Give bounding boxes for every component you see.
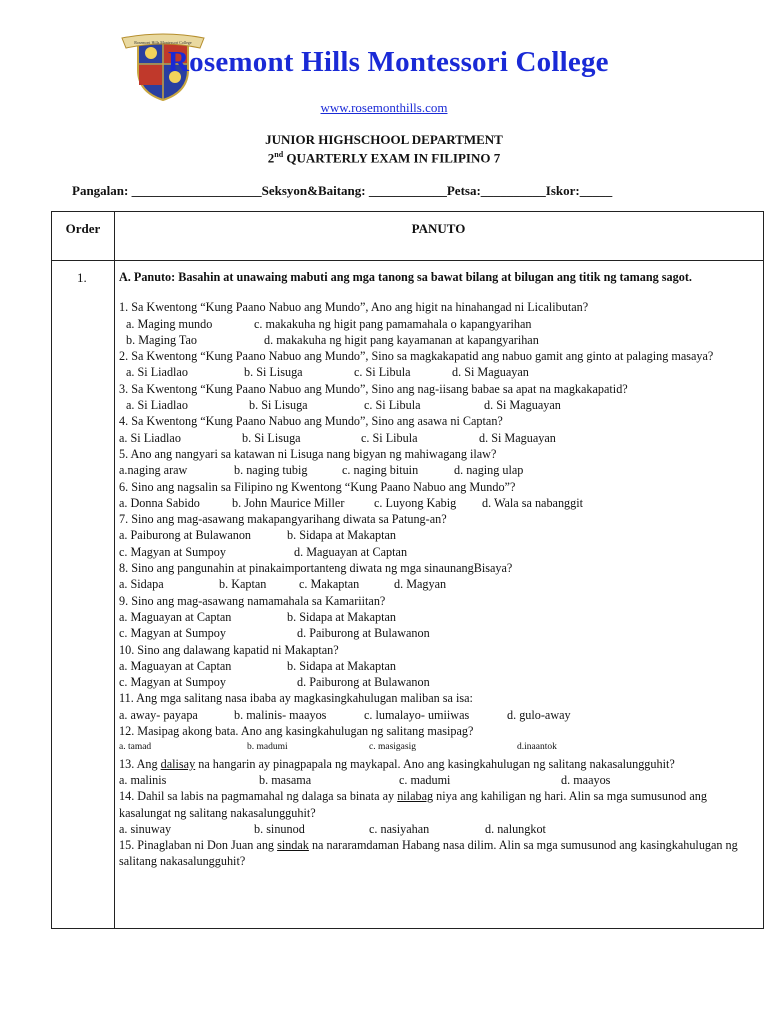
choice[interactable]: d. Si Maguayan: [484, 398, 561, 413]
choices-9a: [119, 609, 759, 625]
question-9: 9. Sino ang mag-asawang namamahala sa Kamariitan?: [119, 593, 386, 608]
choice[interactable]: b. Si Lisuga: [242, 430, 301, 445]
choice[interactable]: b. Kaptan: [219, 577, 267, 592]
school-name: Rosemont Hills Montessori College: [168, 46, 609, 78]
column-header-order: Order: [65, 221, 101, 236]
choices-9b: [119, 625, 759, 641]
choice[interactable]: d. maayos: [561, 772, 611, 787]
question-11: 11. Ang mga salitang nasa ibaba ay magkasingkahulugan maliban sa isa:: [119, 691, 473, 706]
choice[interactable]: b. Sidapa at Makaptan: [287, 658, 396, 673]
choice[interactable]: a. away- payapa: [119, 707, 198, 722]
header-divider: [52, 260, 763, 261]
choice[interactable]: a. Si Liadlao: [119, 430, 181, 445]
choice[interactable]: d. Paiburong at Bulawanon: [297, 675, 430, 690]
choices-1b: [119, 332, 759, 348]
choices-5: [119, 462, 759, 478]
choice[interactable]: a. Maguayan at Captan: [119, 609, 232, 624]
choice[interactable]: c. Si Libula: [361, 430, 418, 445]
choice[interactable]: b. Si Lisuga: [244, 365, 303, 380]
exam-table: [51, 211, 764, 929]
choice[interactable]: a. Si Liadlao: [126, 398, 188, 413]
exam-heading: [0, 132, 768, 165]
choice[interactable]: a. sinuway: [119, 821, 172, 836]
choices-8: [119, 576, 759, 592]
choices-14: [119, 821, 759, 837]
column-header-panuto: PANUTO: [411, 221, 466, 236]
department-label: JUNIOR HIGHSCHOOL DEPARTMENT: [265, 132, 503, 147]
student-info-fields[interactable]: Pangalan: ____________________Seksyon&Baitang: ____________Petsa:__________Iskor:_____: [72, 183, 613, 198]
row-number: 1.: [77, 270, 87, 285]
choice[interactable]: d. Si Maguayan: [452, 365, 529, 380]
choice[interactable]: c. naging bituin: [342, 463, 419, 478]
choice[interactable]: a. Donna Sabido: [119, 495, 200, 510]
choices-10b: [119, 674, 759, 690]
choice[interactable]: a. Sidapa: [119, 577, 164, 592]
choice[interactable]: c. madumi: [399, 772, 451, 787]
question-2: 2. Sa Kwentong “Kung Paano Nabuo ang Mundo”, Sino sa magkakapatid ang nabuo gamit ang ginto at palaging masaya?: [119, 349, 714, 364]
choices-2: [119, 364, 759, 380]
question-8: 8. Sino ang pangunahin at pinakaimportanteng diwata ng mga sinaunangBisaya?: [119, 561, 513, 576]
choice[interactable]: d. Paiburong at Bulawanon: [297, 626, 430, 641]
choice[interactable]: c. Si Libula: [354, 365, 411, 380]
choice[interactable]: b. Maging Tao: [126, 332, 198, 347]
choices-7b: [119, 544, 759, 560]
choice[interactable]: b. Si Lisuga: [249, 398, 308, 413]
question-6: 6. Sino ang nagsalin sa Filipino ng Kwentong “Kung Paano Nabuo ang Mundo”?: [119, 479, 516, 494]
exam-title: 2nd QUARTERLY EXAM IN FILIPINO 7: [267, 150, 501, 166]
choice[interactable]: b. John Maurice Miller: [232, 495, 345, 510]
choice[interactable]: d.inaantok: [517, 742, 557, 753]
website-link[interactable]: www.rosemonthills.com: [320, 100, 448, 115]
choice[interactable]: d. Maguayan at Captan: [294, 544, 408, 559]
choice[interactable]: d. Wala sa nabanggit: [482, 495, 584, 510]
question-10: 10. Sino ang dalawang kapatid ni Makaptan?: [119, 642, 339, 657]
choice[interactable]: a. Si Liadlao: [126, 365, 188, 380]
choice[interactable]: c. Luyong Kabig: [374, 495, 457, 510]
choice[interactable]: b. naging tubig: [234, 463, 308, 478]
question-13: 13. Ang dalisay na hangarin ay pinagpapala ng maykapal. Ano ang kasingkahulugan ng salitang nakasalungguhit?: [119, 756, 675, 771]
choices-7a: [119, 527, 759, 543]
choice[interactable]: d. Magyan: [394, 577, 447, 592]
choice[interactable]: c. masigasig: [369, 742, 416, 753]
instruction-text: A. Panuto: Basahin at unawaing mabuti ang mga tanong sa bawat bilang at bilugan ang titik ng tamang sagot.: [119, 270, 692, 284]
choice[interactable]: c. lumalayo- umiiwas: [364, 707, 470, 722]
column-divider: [114, 212, 115, 928]
choices-11: [119, 707, 759, 723]
choices-1a: [119, 316, 759, 332]
choice[interactable]: d. gulo-away: [507, 707, 571, 722]
choice[interactable]: a.naging araw: [119, 463, 188, 478]
choices-3: [119, 397, 759, 413]
choice[interactable]: b. sinunod: [254, 821, 305, 836]
choice[interactable]: d. Si Maguayan: [479, 430, 556, 445]
choice[interactable]: a. Maguayan at Captan: [119, 658, 232, 673]
choice[interactable]: c. Makaptan: [299, 577, 360, 592]
question-12: 12. Masipag akong bata. Ano ang kasingkahulugan ng salitang masipag?: [119, 724, 474, 739]
choice[interactable]: a. malinis: [119, 772, 167, 787]
choice[interactable]: b. masama: [259, 772, 312, 787]
question-3: 3. Sa Kwentong “Kung Paano Nabuo ang Mundo”, Sino ang nag-iisang babae sa apat na magkakapatid?: [119, 381, 628, 396]
question-15: 15. Pinaglaban ni Don Juan ang sindak na nararamdaman Habang nasa dilim. Alin sa mga sumusunod ang kasingkahulugan ng salitang nakasalungguhit?: [119, 838, 738, 869]
choice[interactable]: c. Magyan at Sumpoy: [119, 675, 226, 690]
question-4: 4. Sa Kwentong “Kung Paano Nabuo ang Mundo”, Sino ang asawa ni Captan?: [119, 414, 503, 429]
choice[interactable]: a. Paiburong at Bulawanon: [119, 528, 252, 543]
question-14: 14. Dahil sa labis na pagmamahal ng dalaga sa binata ay nilabag niya ang kahiligan ng hari. Alin sa mga sumusunod ang kasalungat ng salitang nakasalungguhit?: [119, 789, 707, 820]
choices-12: [119, 739, 759, 755]
question-7: 7. Sino ang mag-asawang makapangyarihang diwata sa Patung-an?: [119, 512, 447, 527]
questions-content: [119, 269, 759, 870]
svg-text:Rosemont Hills Montessori Coll: Rosemont Hills Montessori College: [134, 40, 192, 45]
choice[interactable]: c. Magyan at Sumpoy: [119, 544, 226, 559]
choice[interactable]: c. makakuha ng higit pang pamamahala o kapangyarihan: [254, 316, 532, 331]
choice[interactable]: b. madumi: [247, 742, 288, 753]
choices-13: [119, 772, 759, 788]
choices-6: [119, 495, 759, 511]
choice[interactable]: a. Maging mundo: [126, 316, 213, 331]
choice[interactable]: b. Sidapa at Makaptan: [287, 528, 396, 543]
choice[interactable]: b. Sidapa at Makaptan: [287, 609, 396, 624]
question-1: 1. Sa Kwentong “Kung Paano Nabuo ang Mundo”, Ano ang higit na hinahangad ni Licalibutan?: [119, 300, 589, 315]
choice[interactable]: d. naging ulap: [454, 463, 524, 478]
choice[interactable]: d. nalungkot: [485, 821, 546, 836]
choice[interactable]: c. Magyan at Sumpoy: [119, 626, 226, 641]
choices-4: [119, 430, 759, 446]
question-5: 5. Ano ang nangyari sa katawan ni Lisuga nang bigyan ng mahiwagang ilaw?: [119, 446, 497, 461]
choice[interactable]: b. malinis- maayos: [234, 707, 327, 722]
choice[interactable]: c. nasiyahan: [369, 821, 430, 836]
choice[interactable]: d. makakuha ng higit pang kayamanan at kapangyarihan: [264, 332, 539, 347]
choice[interactable]: c. Si Libula: [364, 398, 421, 413]
choices-10a: [119, 658, 759, 674]
choice[interactable]: a. tamad: [119, 742, 152, 753]
